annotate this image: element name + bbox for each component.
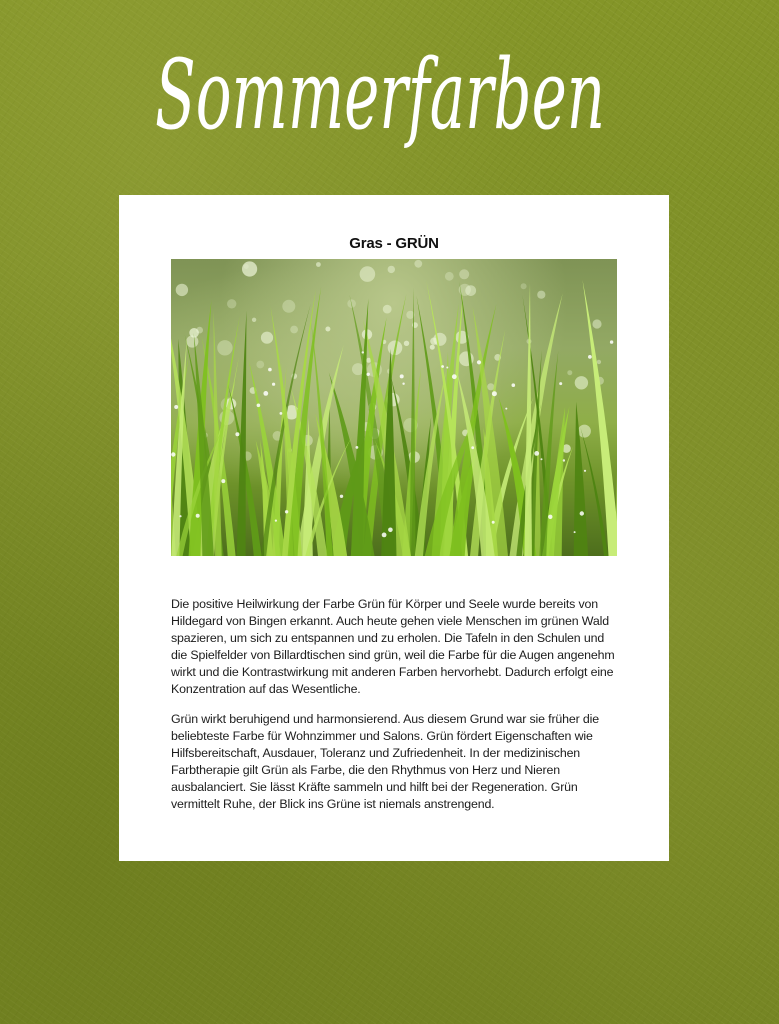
dew-drop [402,383,404,385]
dew-drop [275,520,277,522]
bokeh-dot [575,376,588,389]
bokeh-dot [433,333,446,346]
dew-drop [610,340,613,343]
bokeh-dot [290,326,298,334]
bokeh-dot [459,269,469,279]
dew-drop [340,495,343,498]
bokeh-dot [244,264,249,269]
dew-drop [235,432,239,436]
bokeh-dot [537,291,545,299]
bokeh-dot [261,332,273,344]
dew-drop [563,459,565,461]
dew-drop [257,404,261,408]
dew-drop [400,374,404,378]
dew-drop [179,515,181,517]
page-title-area [0,0,779,180]
dew-drop [548,515,552,519]
dew-drop [559,382,562,385]
bokeh-dot [388,266,395,273]
paragraph-2: Grün wirkt beruhigend und harmonsierend. Aus diesem Grund war sie früher die beliebteste Farbe für Wohnzimmer und Salons. Grün fördert Eigenschaften wie Hilfsbereitschaft, Ausdauer, Toleranz und Zufriedenheit. In der medizinischen Farbtherapie gilt Grün als Farbe, die den Rhythmus von Herz und Nieren ausbalanciert. Sie lässt Kräfte sammeln und hilft bei der Regeneration. Grün vermittelt Ruhe, der Blick ins Grüne ist niemals anstrengend. [171,712,600,811]
bokeh-dot [360,266,376,282]
dew-drop [492,521,495,524]
dew-drop [471,446,474,449]
dew-drop [285,510,288,513]
article-text [171,596,621,826]
bokeh-dot [404,341,409,346]
bokeh-dot [282,300,295,313]
bokeh-dot [567,370,572,375]
dew-drop [221,479,225,483]
dew-drop [356,446,359,449]
dew-drop [382,533,387,538]
dew-drop [171,452,175,456]
bokeh-dot [521,283,527,289]
bokeh-dot [256,361,264,369]
bokeh-dot [430,345,435,350]
dew-drop [446,367,448,369]
bokeh-dot [414,260,422,268]
dew-drop [367,373,370,376]
dew-drop [388,528,393,533]
card-heading: Gras - GRÜN [349,235,439,252]
content-card [119,195,669,861]
bokeh-dot [316,262,321,267]
dew-drop [280,412,283,415]
bokeh-dot [176,284,188,296]
dew-drop [441,365,444,368]
paragraph-1: Die positive Heilwirkung der Farbe Grün für Körper und Seele wurde bereits von Hildegard von Bingen erkannt. Auch heute gehen viele Menschen im grünen Wald spazieren, um sich zu entspannen und zu erholen. Die Tafeln in den Schulen und die Spielfelder von Billardtischen sind grün, weil die Farbe für die Augen angenehm wirkt und die Kontrastwirkung mit anderen Farben hervorhebt. Dadurch erfolgt eine Konzentration auf das Wesentliche. [171,597,615,696]
dew-drop [272,383,275,386]
dew-drop [263,391,268,396]
bokeh-dot [597,360,601,364]
bokeh-dot [227,299,236,308]
dew-drop [492,391,497,396]
bokeh-dot [325,327,330,332]
dew-drop [574,531,576,533]
dew-drop [534,451,539,456]
grass-blade [574,402,588,556]
bokeh-dot [578,425,591,438]
dew-drop [588,355,592,359]
bokeh-dot [383,305,392,314]
dew-drop [580,511,584,515]
bokeh-dot [242,261,257,276]
page-title: Sommerfarben [155,39,605,151]
dew-drop [268,368,272,372]
dew-drop [541,458,543,460]
dew-drop [584,470,586,472]
dew-drop [505,408,507,410]
dew-drop [512,383,516,387]
bokeh-dot [252,318,256,322]
bokeh-dot [592,319,601,328]
bokeh-dot [445,272,454,281]
grass-photo [171,259,617,556]
dew-drop [174,405,178,409]
page-title-svg [0,0,779,180]
dew-drop [477,360,481,364]
bokeh-dot [217,340,232,355]
dew-drop [362,351,364,353]
grass-illustration [171,259,617,556]
dew-drop [452,374,457,379]
dew-drop [196,514,200,518]
